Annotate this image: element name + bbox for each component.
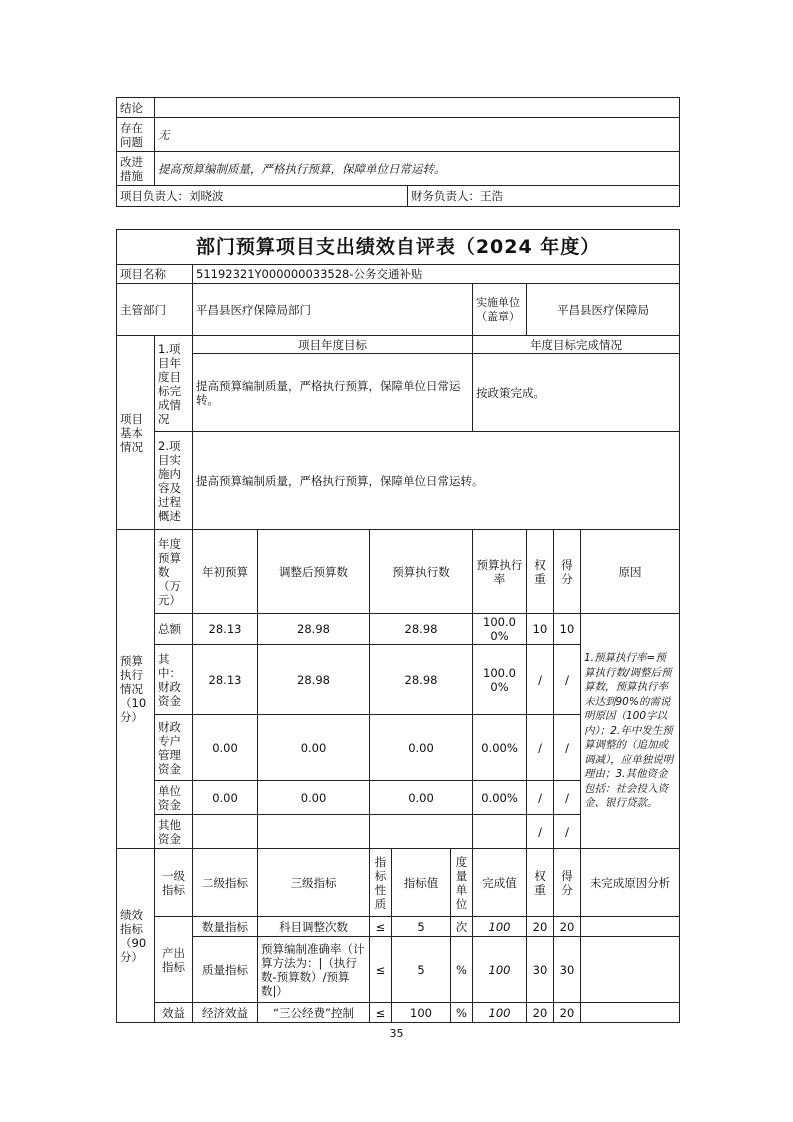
- perf-output-label: 产出指标: [155, 917, 193, 1003]
- budget-adjusted: [258, 815, 370, 849]
- conclusion-value: [155, 98, 680, 118]
- budget-initial: 0.00: [193, 781, 258, 815]
- perf-l3: 预算编制准确率（计算方法为：|（执行数-预算数）/预算数|）: [258, 937, 370, 1003]
- perf-header-unit: 度量单位: [451, 849, 473, 917]
- perf-reason: [581, 917, 680, 937]
- perf-reason: [581, 1003, 680, 1023]
- improve-label: 改进措施: [117, 152, 155, 186]
- perf-header-score: 得分: [554, 849, 581, 917]
- perf-score: 20: [554, 917, 581, 937]
- budget-score: /: [554, 715, 581, 781]
- perf-value: 100: [392, 1003, 451, 1023]
- improve-value: 提高预算编制质量，严格执行预算，保障单位日常运转。: [155, 152, 680, 186]
- budget-rate: 100.00%: [473, 645, 527, 715]
- conclusion-label: 结论: [117, 98, 155, 118]
- perf-l3: “三公经费”控制: [258, 1003, 370, 1023]
- budget-header-amount: 年度预算数（万元）: [155, 530, 193, 614]
- basic-label: 项目基本情况: [117, 336, 155, 530]
- budget-weight: /: [527, 815, 554, 849]
- budget-score: /: [554, 645, 581, 715]
- perf-weight: 30: [527, 937, 554, 1003]
- budget-header-adjusted: 调整后预算数: [258, 530, 370, 614]
- perf-section-label: 绩效指标（90分）: [117, 849, 155, 1023]
- budget-adjusted: 28.98: [258, 614, 370, 645]
- budget-adjusted: 28.98: [258, 645, 370, 715]
- completion-text: 按政策完成。: [473, 354, 680, 432]
- perf-done: 100: [473, 1003, 527, 1023]
- perf-nature: ≤: [370, 937, 392, 1003]
- finance-label: 财务负责人：王浩: [408, 186, 680, 207]
- budget-executed: 28.98: [370, 614, 473, 645]
- budget-row-label: 其中：财政资金: [155, 645, 193, 715]
- perf-reason: [581, 937, 680, 1003]
- budget-row-label: 单位资金: [155, 781, 193, 815]
- budget-score: 10: [554, 614, 581, 645]
- project-name-label: 项目名称: [117, 265, 193, 284]
- goal-text: 提高预算编制质量，严格执行预算，保障单位日常运转。: [193, 354, 473, 432]
- budget-rate: 0.00%: [473, 781, 527, 815]
- budget-executed: 0.00: [370, 781, 473, 815]
- evaluation-form: [116, 229, 680, 1023]
- budget-initial: 28.13: [193, 645, 258, 715]
- perf-header-level3: 三级指标: [258, 849, 370, 917]
- perf-header-level2: 二级指标: [193, 849, 258, 917]
- budget-rate: 0.00%: [473, 715, 527, 781]
- impl-unit-value: 平昌县医疗保障局: [527, 284, 680, 336]
- perf-header-nature: 指标性质: [370, 849, 392, 917]
- budget-rate: 100.00%: [473, 614, 527, 645]
- budget-header-score: 得分: [554, 530, 581, 614]
- perf-l2: 质量指标: [193, 937, 258, 1003]
- perf-score: 20: [554, 1003, 581, 1023]
- budget-adjusted: 0.00: [258, 781, 370, 815]
- dept-label: 主管部门: [117, 284, 193, 336]
- perf-unit: 次: [451, 917, 473, 937]
- perf-l2: 经济效益: [193, 1003, 258, 1023]
- budget-header-executed: 预算执行数: [370, 530, 473, 614]
- manager-label: 项目负责人：刘晓波: [117, 186, 408, 207]
- perf-value: 5: [392, 937, 451, 1003]
- goal-label: 1.项目年度目标完成情况: [155, 336, 193, 432]
- budget-weight: 10: [527, 614, 554, 645]
- completion-col-header: 年度目标完成情况: [473, 336, 680, 354]
- budget-score: /: [554, 781, 581, 815]
- budget-initial: 28.13: [193, 614, 258, 645]
- goal-col-header: 项目年度目标: [193, 336, 473, 354]
- summary-table: [116, 97, 680, 207]
- perf-unit: %: [451, 937, 473, 1003]
- perf-done: 100: [473, 937, 527, 1003]
- impl-text: 提高预算编制质量，严格执行预算，保障单位日常运转。: [193, 432, 680, 530]
- budget-row-label: 财政专户管理资金: [155, 715, 193, 781]
- issues-value: 无: [155, 118, 680, 152]
- budget-weight: /: [527, 781, 554, 815]
- project-name-value: 51192321Y000000033528-公务交通补贴: [193, 265, 680, 284]
- budget-header-initial: 年初预算: [193, 530, 258, 614]
- page-number: 35: [389, 1027, 404, 1040]
- perf-weight: 20: [527, 1003, 554, 1023]
- budget-note: 1.预算执行率=预算执行数/调整后预算数，预算执行率未达到90%的需说明原因（100字以内）；2.年中发生预算调整的（追加或调减），应单独说明理由；3.其他资金包括：社会投入资金、银行贷款。: [581, 614, 680, 849]
- budget-executed: 0.00: [370, 715, 473, 781]
- budget-header-rate: 预算执行率: [473, 530, 527, 614]
- budget-executed: 28.98: [370, 645, 473, 715]
- budget-executed: [370, 815, 473, 849]
- impl-unit-label: 实施单位（盖章）: [473, 284, 527, 336]
- perf-header-weight: 权重: [527, 849, 554, 917]
- perf-benefit-label: 效益: [155, 1003, 193, 1023]
- perf-header-reason: 未完成原因分析: [581, 849, 680, 917]
- perf-header-level1: 一级指标: [155, 849, 193, 917]
- budget-adjusted: 0.00: [258, 715, 370, 781]
- perf-nature: ≤: [370, 917, 392, 937]
- issues-label: 存在问题: [117, 118, 155, 152]
- budget-rate: [473, 815, 527, 849]
- form-title: 部门预算项目支出绩效自评表（2024 年度）: [117, 230, 680, 265]
- perf-header-value: 指标值: [392, 849, 451, 917]
- budget-initial: [193, 815, 258, 849]
- perf-nature: ≤: [370, 1003, 392, 1023]
- budget-section-label: 预算执行情况（10分）: [117, 530, 155, 849]
- perf-value: 5: [392, 917, 451, 937]
- perf-unit: %: [451, 1003, 473, 1023]
- budget-header-weight: 权重: [527, 530, 554, 614]
- perf-weight: 20: [527, 917, 554, 937]
- perf-l3: 科目调整次数: [258, 917, 370, 937]
- budget-row-label: 总额: [155, 614, 193, 645]
- perf-done: 100: [473, 917, 527, 937]
- budget-score: /: [554, 815, 581, 849]
- budget-row-label: 其他资金: [155, 815, 193, 849]
- perf-l2: 数量指标: [193, 917, 258, 937]
- budget-initial: 0.00: [193, 715, 258, 781]
- budget-weight: /: [527, 645, 554, 715]
- impl-label: 2.项目实施内容及过程概述: [155, 432, 193, 530]
- budget-header-reason: 原因: [581, 530, 680, 614]
- budget-weight: /: [527, 715, 554, 781]
- dept-value: 平昌县医疗保障局部门: [193, 284, 473, 336]
- perf-score: 30: [554, 937, 581, 1003]
- perf-header-done: 完成值: [473, 849, 527, 917]
